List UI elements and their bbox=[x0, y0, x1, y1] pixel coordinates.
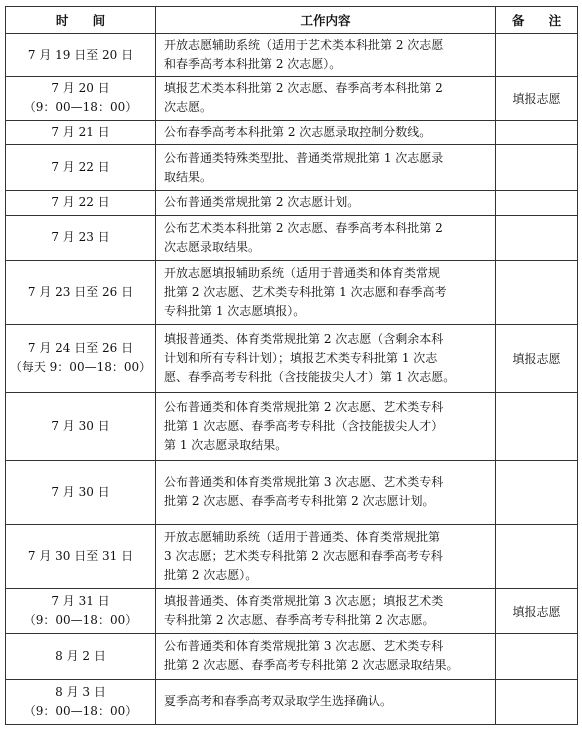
note-cell bbox=[496, 634, 578, 679]
content-text: 公布普通类和体育类常规批第 3 次志愿、艺术类专科 bbox=[164, 639, 444, 654]
content-text: 次志愿录取结果。 bbox=[164, 239, 261, 254]
content-text: 公布普通类和体育类常规批第 3 次志愿、艺术类专科 bbox=[164, 475, 444, 490]
time-text: 8 月 2 日 bbox=[55, 648, 106, 663]
time-cell bbox=[6, 324, 156, 392]
table-row bbox=[6, 145, 578, 190]
content-text: 公布春季高考本科批第 2 次志愿录取控制分数线。 bbox=[164, 125, 432, 139]
time-text: 7 月 19 日至 20 日 bbox=[27, 47, 134, 62]
content-cell bbox=[156, 260, 496, 324]
note-cell bbox=[496, 524, 578, 588]
time-text: 8 月 3 日 bbox=[55, 684, 106, 699]
content-text: 开放志愿辅助系统（适用于艺术类本科批第 2 次志愿 bbox=[164, 38, 444, 53]
note-cell bbox=[496, 460, 578, 524]
time-cell bbox=[6, 77, 156, 120]
time-text: 7 月 22 日 bbox=[51, 160, 110, 175]
content-text: 取结果。 bbox=[164, 169, 213, 184]
content-text: 夏季高考和春季高考双录取学生选择确认。 bbox=[164, 694, 393, 709]
table-body bbox=[6, 34, 578, 725]
content-text: 3 次志愿；艺术类专科批第 2 次志愿和春季高考专科 bbox=[164, 548, 443, 563]
content-text: 专科批第 2 次志愿、春季高考专科批第 2 次志愿。 bbox=[164, 613, 435, 627]
content-text: 批第 2 次志愿）。 bbox=[164, 567, 258, 582]
table-row bbox=[6, 679, 578, 724]
content-text: 专科批第 1 次志愿填报）。 bbox=[164, 303, 306, 318]
time-cell bbox=[6, 190, 156, 215]
time-text: 7 月 22 日 bbox=[51, 195, 110, 210]
content-cell bbox=[156, 120, 496, 145]
content-text: 公布艺术类本科批第 2 次志愿、春季高考本科批第 2 bbox=[164, 220, 443, 235]
table-row bbox=[6, 524, 578, 588]
content-cell bbox=[156, 34, 496, 77]
note-cell bbox=[496, 260, 578, 324]
content-cell bbox=[156, 634, 496, 679]
table-row bbox=[6, 392, 578, 460]
time-text: 7 月 20 日 bbox=[51, 81, 110, 96]
note-cell: 填报志愿 bbox=[496, 324, 578, 392]
note-cell bbox=[496, 34, 578, 77]
content-text: 填报普通类、体育类常规批第 3 次志愿；填报艺术类 bbox=[164, 594, 444, 608]
note-cell bbox=[496, 190, 578, 215]
time-cell bbox=[6, 392, 156, 460]
time-text: （9：00—18：00） bbox=[23, 703, 138, 718]
content-text: 批第 2 次志愿、艺术类专科批第 1 次志愿和春季高考 bbox=[164, 284, 447, 299]
table-row bbox=[6, 77, 578, 120]
table-row bbox=[6, 120, 578, 145]
time-text: 7 月 30 日 bbox=[51, 484, 110, 499]
content-text: 填报普通类、体育类常规批第 2 次志愿（含剩余本科 bbox=[164, 331, 444, 346]
time-text: （每天 9：00—18：00） bbox=[9, 360, 152, 375]
content-text: 批第 2 次志愿、春季高考专科批第 2 次志愿计划。 bbox=[164, 494, 435, 509]
content-text: 公布普通类和体育类常规批第 2 次志愿、艺术类专科 bbox=[164, 399, 444, 414]
header-time: 时 间 bbox=[6, 7, 156, 34]
note-cell bbox=[496, 392, 578, 460]
content-text: 填报艺术类本科批第 2 次志愿、春季高考本科批第 2 bbox=[164, 81, 443, 96]
content-cell bbox=[156, 460, 496, 524]
table-row bbox=[6, 324, 578, 392]
time-text: 7 月 30 日至 31 日 bbox=[27, 548, 134, 563]
schedule-table bbox=[5, 6, 578, 725]
note-cell bbox=[496, 120, 578, 145]
header-note: 备 注 bbox=[496, 7, 578, 34]
content-text: 公布普通类特殊类型批、普通类常规批第 1 次志愿录 bbox=[164, 150, 444, 165]
table-row bbox=[6, 260, 578, 324]
time-text: 7 月 31 日 bbox=[51, 594, 110, 608]
header-content: 工作内容 bbox=[156, 7, 496, 34]
time-cell bbox=[6, 120, 156, 145]
time-cell bbox=[6, 679, 156, 724]
note-cell bbox=[496, 145, 578, 190]
time-cell bbox=[6, 460, 156, 524]
content-cell bbox=[156, 392, 496, 460]
content-cell bbox=[156, 215, 496, 260]
content-cell bbox=[156, 679, 496, 724]
table-row bbox=[6, 215, 578, 260]
content-text: 第 1 次志愿录取结果。 bbox=[164, 437, 288, 452]
time-text: （9：00—18：00） bbox=[23, 100, 138, 115]
time-cell bbox=[6, 260, 156, 324]
note-cell: 填报志愿 bbox=[496, 77, 578, 120]
content-cell bbox=[156, 324, 496, 392]
content-cell bbox=[156, 588, 496, 633]
time-cell bbox=[6, 215, 156, 260]
content-cell bbox=[156, 190, 496, 215]
time-cell bbox=[6, 634, 156, 679]
time-text: 7 月 24 日至 26 日 bbox=[27, 341, 134, 356]
note-cell: 填报志愿 bbox=[496, 588, 578, 633]
note-cell bbox=[496, 215, 578, 260]
time-text: 7 月 21 日 bbox=[51, 125, 110, 139]
content-text: 次志愿。 bbox=[164, 100, 213, 115]
time-text: 7 月 23 日至 26 日 bbox=[27, 284, 134, 299]
time-cell bbox=[6, 145, 156, 190]
note-cell bbox=[496, 679, 578, 724]
content-text: 愿、春季高考专科批（含技能拔尖人才）第 1 次志愿。 bbox=[164, 369, 456, 384]
time-cell bbox=[6, 588, 156, 633]
content-text: 批第 2 次志愿、春季高考专科批第 2 次志愿录取结果。 bbox=[164, 658, 459, 673]
content-cell bbox=[156, 524, 496, 588]
table-row bbox=[6, 460, 578, 524]
time-cell bbox=[6, 34, 156, 77]
table-header-row bbox=[6, 7, 578, 34]
table-row bbox=[6, 634, 578, 679]
content-text: 和春季高考本科批第 2 次志愿）。 bbox=[164, 57, 342, 72]
time-text: 7 月 30 日 bbox=[51, 418, 110, 433]
content-cell bbox=[156, 77, 496, 120]
time-cell bbox=[6, 524, 156, 588]
content-text: 开放志愿填报辅助系统（适用于普通类和体育类常规 bbox=[164, 265, 441, 280]
content-text: 开放志愿辅助系统（适用于普通类、体育类常规批第 bbox=[164, 529, 441, 544]
content-text: 批第 1 次志愿、春季高考专科批（含技能拔尖人才） bbox=[164, 418, 444, 433]
table-row bbox=[6, 588, 578, 633]
content-cell bbox=[156, 145, 496, 190]
content-text: 计划和所有专科计划）；填报艺术类专科批第 1 次志 bbox=[164, 350, 438, 365]
table-row bbox=[6, 34, 578, 77]
time-text: 7 月 23 日 bbox=[51, 230, 110, 245]
time-text: （9：00—18：00） bbox=[23, 613, 138, 627]
table-row bbox=[6, 190, 578, 215]
content-text: 公布普通类常规批第 2 次志愿计划。 bbox=[164, 195, 360, 210]
